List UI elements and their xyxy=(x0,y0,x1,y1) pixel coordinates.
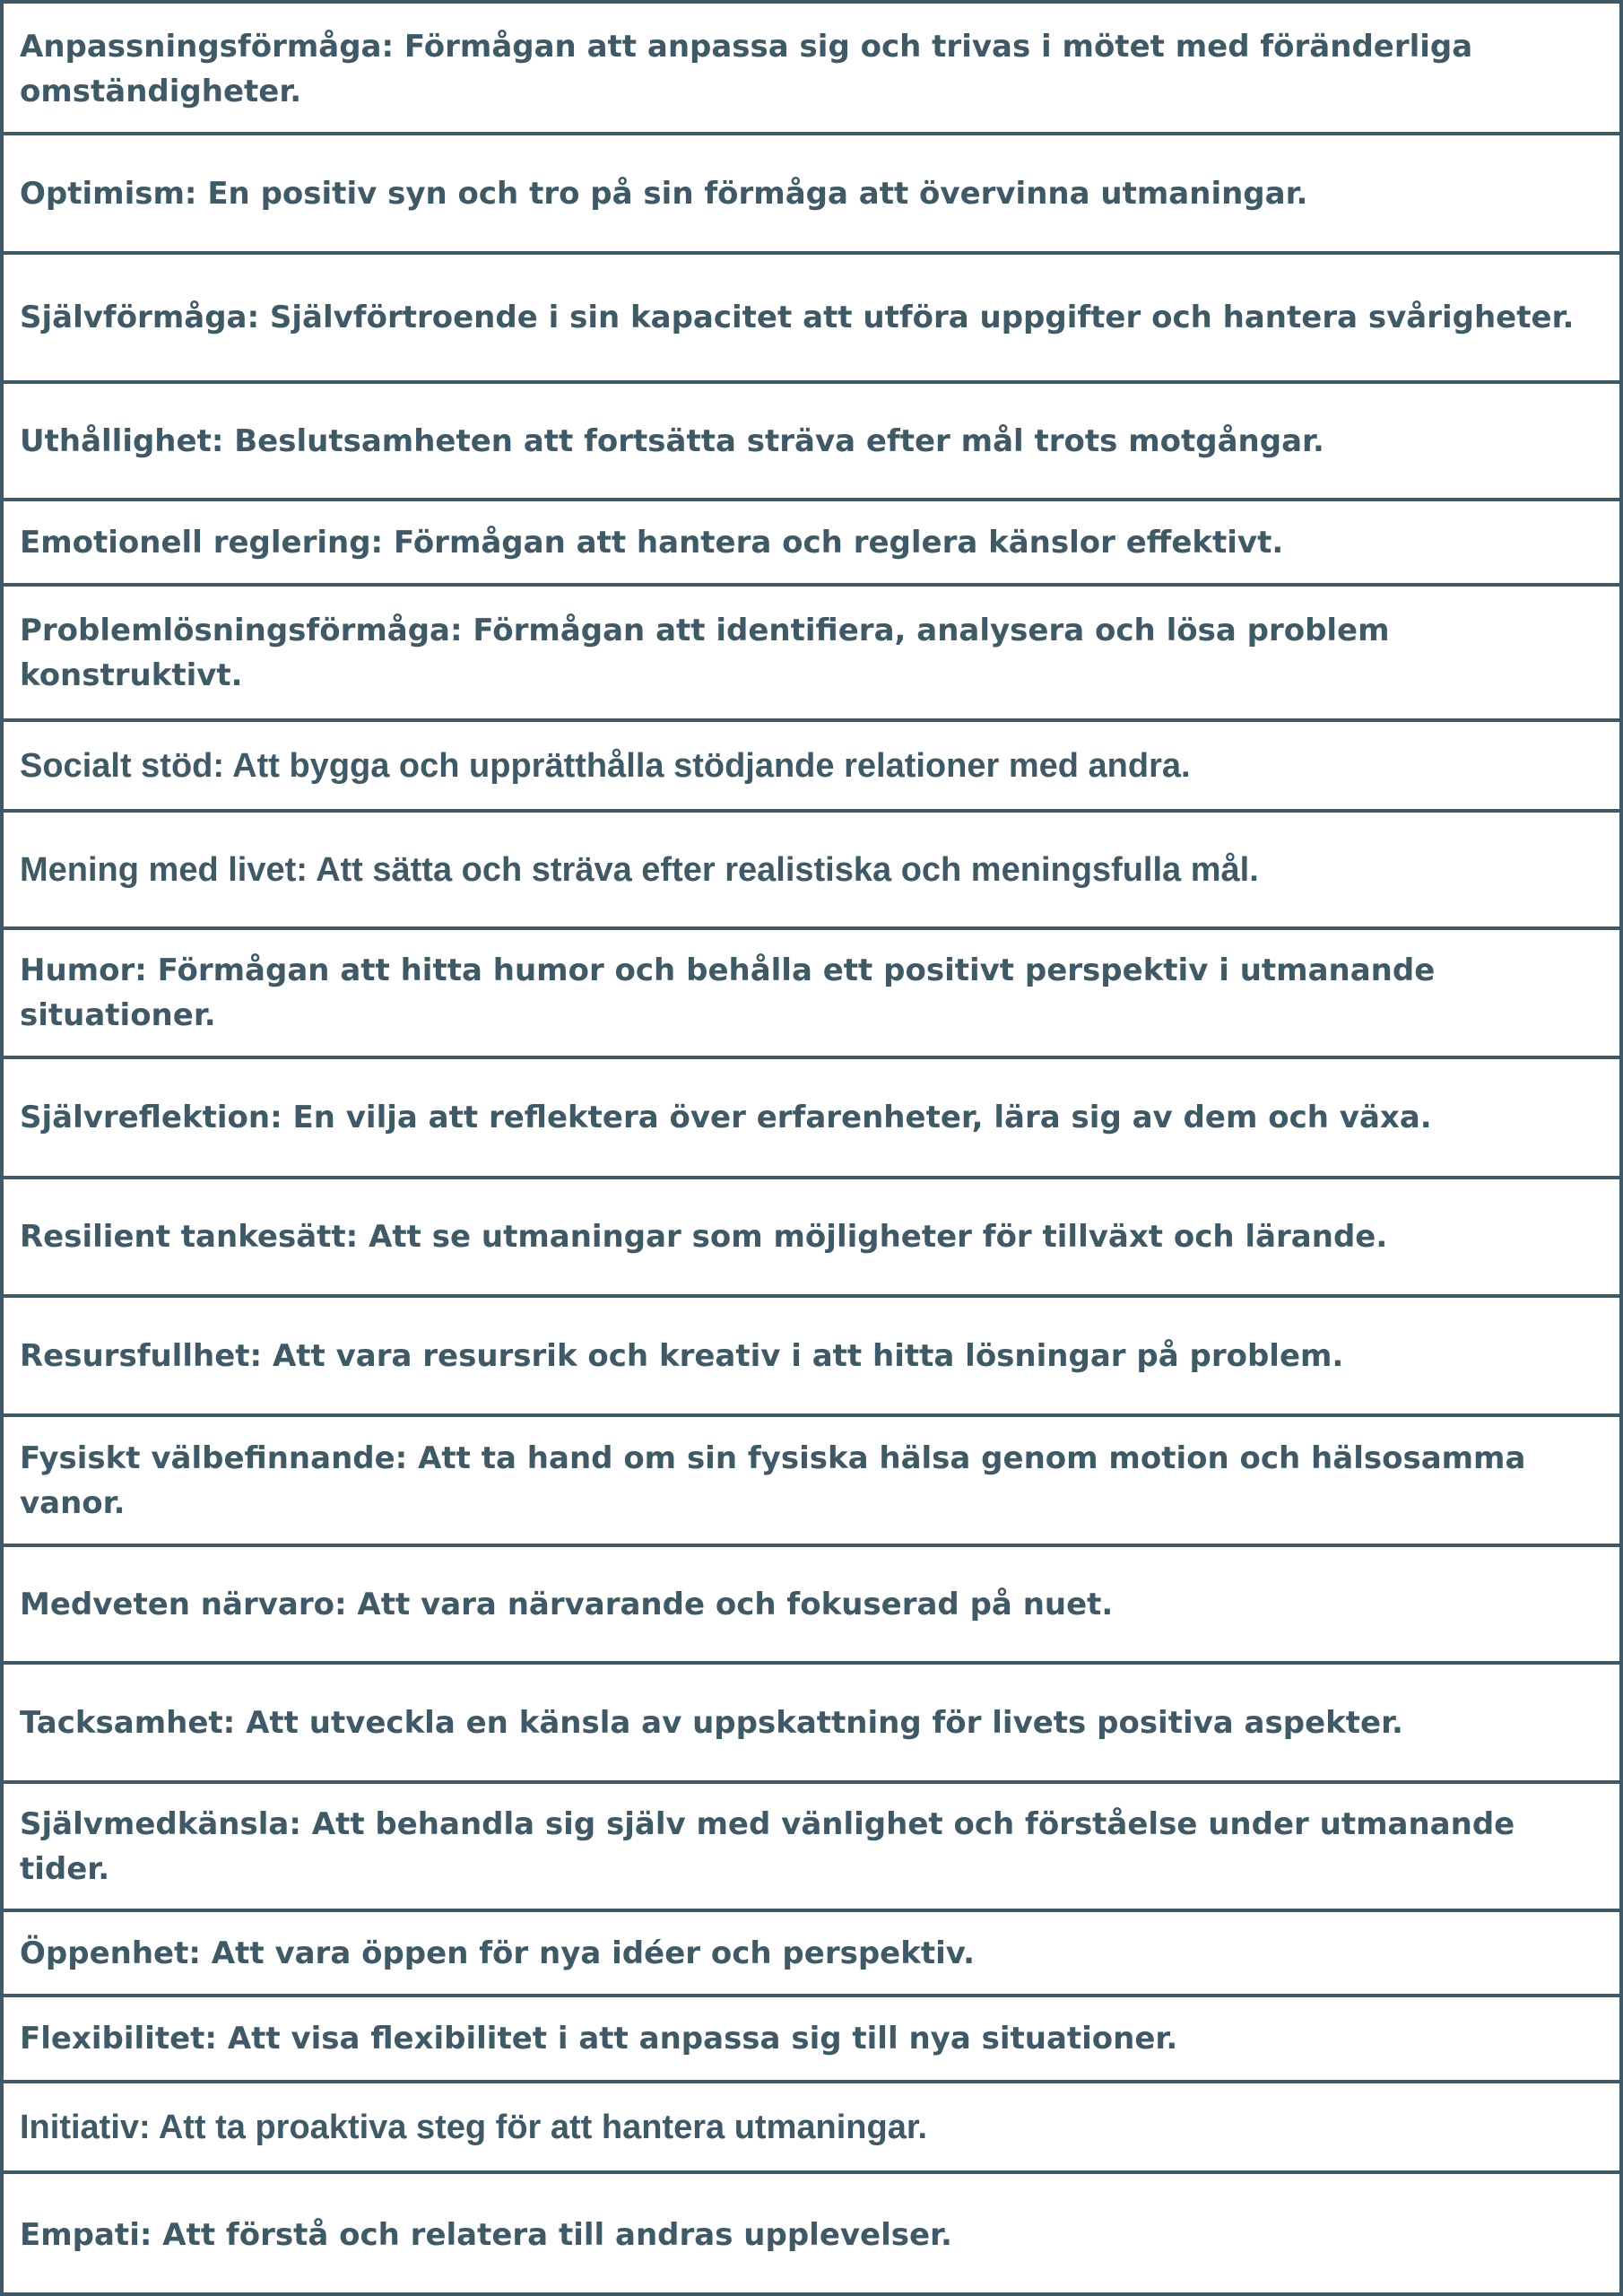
row-text: Medveten närvaro: Att vara närvarande och fokuserad på nuet. xyxy=(20,1586,1114,1622)
row-text: Mening med livet: Att sätta och sträva efter realistiska och meningsfulla mål. xyxy=(20,850,1259,889)
row-text: Uthållighet: Beslutsamheten att fortsätta sträva efter mål trots motgångar. xyxy=(20,422,1324,459)
table-row xyxy=(4,1417,1619,1544)
table-row xyxy=(4,813,1619,926)
table-row xyxy=(4,587,1619,718)
row-text: Socialt stöd: Att bygga och upprätthålla stödjande relationer med andra. xyxy=(20,746,1191,785)
row-text: Optimism: En positiv syn och tro på sin förmåga att övervinna utmaningar. xyxy=(20,175,1308,212)
table-row xyxy=(4,135,1619,251)
table-row xyxy=(4,2083,1619,2170)
table-row xyxy=(4,1784,1619,1909)
row-text: Flexibilitet: Att visa flexibilitet i att anpassa sig till nya situationer. xyxy=(20,2021,1178,2057)
table-row xyxy=(4,722,1619,809)
table-row xyxy=(4,930,1619,1056)
row-text: Empati: Att förstå och relatera till andras upplevelser. xyxy=(20,2217,952,2253)
table-row xyxy=(4,384,1619,498)
row-text: Självreflektion: En vilja att reflektera över erfarenheter, lära sig av dem och växa. xyxy=(20,1100,1432,1135)
row-text: Emotionell reglering: Förmågan att hantera och reglera känslor effektivt. xyxy=(20,524,1284,561)
row-text: Initiativ: Att ta proaktiva steg för att hantera utmaningar. xyxy=(20,2108,928,2146)
row-text: Resilient tankesätt: Att se utmaningar som möjligheter för tillväxt och lärande. xyxy=(20,1219,1388,1255)
row-text: Humor: Förmågan att hitta humor och behålla ett positivt perspektiv i utmanande situationer. xyxy=(20,952,1436,1033)
table-row xyxy=(4,255,1619,380)
table-row xyxy=(4,501,1619,583)
table-row xyxy=(4,1179,1619,1294)
row-text: Tacksamhet: Att utveckla en känsla av uppskattning för livets positiva aspekter. xyxy=(20,1704,1403,1741)
row-text: Fysiskt välbefinnande: Att ta hand om sin fysiska hälsa genom motion och hälsosamma vanor. xyxy=(20,1439,1526,1521)
table-row xyxy=(4,1665,1619,1780)
table-row xyxy=(4,1298,1619,1413)
table-row xyxy=(4,2174,1619,2296)
row-text: Problemlösningsförmåga: Förmågan att identifiera, analysera och lösa problem konstruktivt. xyxy=(20,612,1390,693)
table-row xyxy=(4,1997,1619,2080)
table-row xyxy=(4,1059,1619,1176)
row-text: Självförmåga: Självförtroende i sin kapacitet att utföra uppgifter och hantera svårigheter. xyxy=(20,300,1575,335)
row-text: Anpassningsförmåga: Förmågan att anpassa sig och trivas i mötet med föränderliga omständigheter. xyxy=(20,28,1473,109)
row-text: Öppenhet: Att vara öppen för nya idéer och perspektiv. xyxy=(20,1935,976,1971)
table-row xyxy=(4,4,1619,134)
table-row xyxy=(4,1912,1619,1994)
row-text: Självmedkänsla: Att behandla sig själv med vänlighet och förståelse under utmanande tider. xyxy=(20,1805,1515,1887)
row-text: Resursfullhet: Att vara resursrik och kreativ i att hitta lösningar på problem. xyxy=(20,1337,1344,1374)
table-row xyxy=(4,1547,1619,1661)
